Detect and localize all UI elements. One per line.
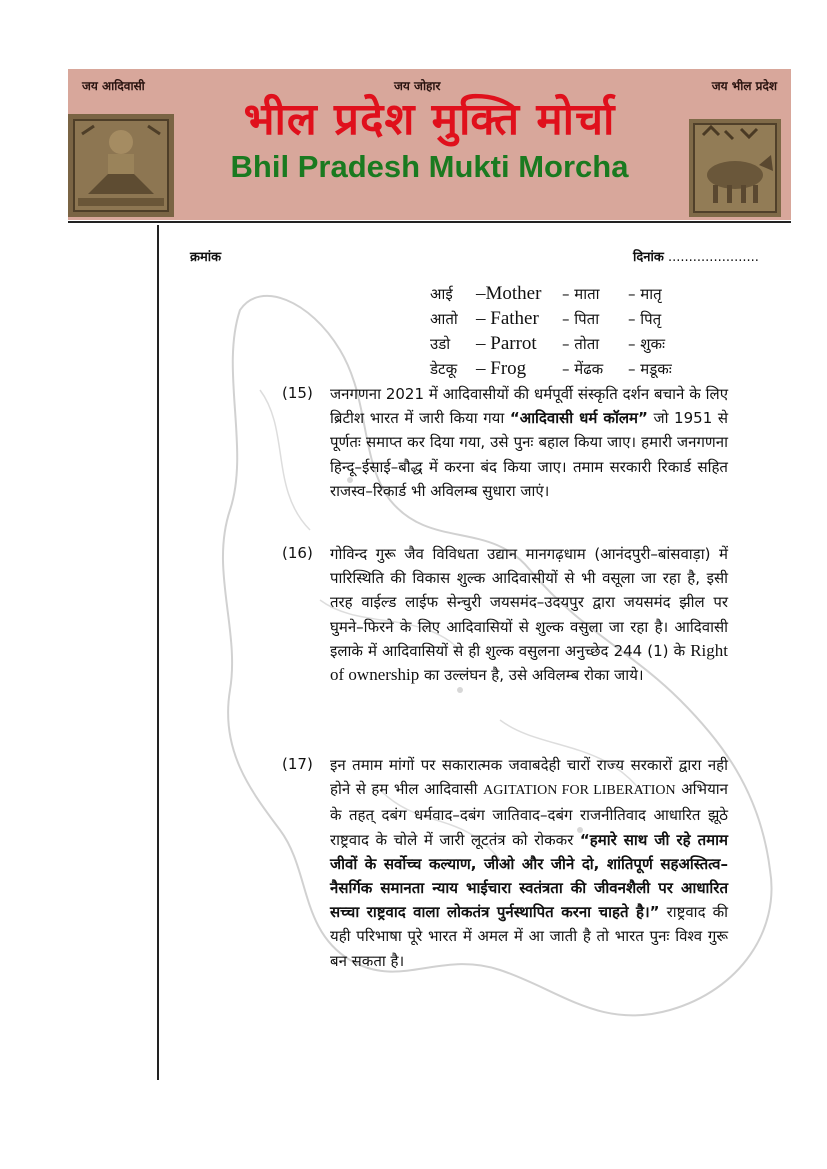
sanskrit-word: – शुकः xyxy=(628,335,666,353)
serial-label: क्रमांक xyxy=(190,250,222,265)
sanskrit-word: – मातृ xyxy=(628,285,662,303)
tribal-word: आतो xyxy=(430,310,458,328)
paragraph-number-17: (17) xyxy=(282,755,313,773)
p17-text-3: राष्ट्रवाद की यही परिभाषा पूरे भारत में अमल में आ जाती है तो भारत पुनः विश्व गुरू बन सकता है। xyxy=(330,903,728,970)
p16-latin-phrase: Right of ownership xyxy=(330,640,728,685)
english-word: – Frog xyxy=(476,358,527,379)
vocab-row xyxy=(430,333,672,358)
date-label: दिनांक xyxy=(633,250,664,265)
vocab-row xyxy=(430,308,672,333)
p17-text-2: अभियान के तहत् दबंग धर्मवाद–दबंग जातिवाद–दबंग राजनीतिवाद आधारित झूठे राष्ट्रवाद के चोले में जारी लूटतंत्र को रोककर xyxy=(330,780,728,849)
english-word: – Father xyxy=(476,308,539,329)
p15-bold-phrase: “आदिवासी धर्म कॉलम” xyxy=(509,409,648,428)
english-word: –Mother xyxy=(476,283,542,304)
paragraph-number-16: (16) xyxy=(282,544,313,562)
paragraph-15 xyxy=(330,382,728,503)
vocabulary-table xyxy=(430,283,672,383)
tribal-word: डेटकू xyxy=(430,360,458,378)
organization-title-hindi: भील प्रदेश मुक्ति मोर्चा xyxy=(243,94,616,145)
hindi-word: – मेंढक xyxy=(562,360,604,378)
center-slogan: जय जोहार xyxy=(394,79,441,93)
hindi-word: – पिता xyxy=(562,310,600,328)
vocab-row xyxy=(430,283,672,308)
margin-rule xyxy=(157,225,159,1080)
hindi-word: – माता xyxy=(562,285,600,303)
right-slogan: जय भील प्रदेश xyxy=(711,79,777,93)
tribal-word: उडो xyxy=(430,335,451,353)
hindi-word: – तोता xyxy=(562,335,600,353)
organization-title-english: Bhil Pradesh Mukti Morcha xyxy=(230,149,629,184)
sanskrit-word: – पितृ xyxy=(628,310,662,328)
letterhead-banner xyxy=(68,69,791,220)
p15-text-1: जनगणना 2021 में आदिवासीयों की धर्मपूर्वी संस्कृति दर्शन बचाने के लिए ब्रिटीश भारत में जारी किया गया xyxy=(330,385,728,428)
date-value: ...................... xyxy=(667,250,759,265)
vocab-row xyxy=(430,358,672,383)
p16-text-2: का उल्लंघन है, उसे अविलम्ब रोका जाये। xyxy=(419,666,644,685)
p16-text-1: गोविन्द गुरू जैव विविधता उद्यान मानगढ़धाम (आनंदपुरी–बांसवाड़ा) में पारिस्थिति की विकास शुल्क आदिवासीयों से भी वसूला जा रहा है, इसी तरह वाईल्ड लाईफ सेन्चुरी जयसमंद–उदयपुर द्वारा जयसमंद झील पर घुमने–फिरने के लिए आदिवासियों से शुल्क वसुला जा रहा है। आदिवासी इलाके में आदिवासियों से ही शुल्क वसुलना अनुच्छेद 244 (1) के xyxy=(330,545,728,660)
p15-text-2: जो 1951 से पूर्णतः समाप्त कर दिया गया, उसे पुनः बहाल किया जाए। हमारी जनगणना हिन्दू–ईसाई–बौद्ध में करना बंद किया जाए। तमाम सरकारी रिकार्ड सहित राजस्व–रिकार्ड भी अविलम्ब सुधारा जाएं। xyxy=(330,409,728,500)
left-slogan: जय आदिवासी xyxy=(82,79,145,93)
tribal-word: आई xyxy=(430,285,453,303)
date-field xyxy=(633,247,759,265)
paragraph-16 xyxy=(330,542,728,687)
p17-text-1: इन तमाम मांगों पर सकारात्मक जवाबदेही चारों राज्य सरकारों द्वारा नही होने से हम भील आदिवासी xyxy=(330,756,728,799)
header-divider xyxy=(68,221,791,223)
paragraph-number-15: (15) xyxy=(282,384,313,402)
paragraph-17 xyxy=(330,753,728,973)
sanskrit-word: – मडूकः xyxy=(628,360,672,378)
p17-bold-phrase: “हमारे साथ जी रहे तमाम जीवों के सर्वोच्च कल्याण, जीओ और जीने दो, शांतिपूर्ण सहअस्तित्व–नैसर्गिक समानता न्याय भाईचारा स्वतंत्रता की जीवनशैली पर आधारित सच्चा राष्ट्रवाद वाला लोकतंत्र पुर्नस्थापित करना चाहते है।” xyxy=(330,830,728,922)
english-word: – Parrot xyxy=(476,333,537,354)
p17-caps-phrase: AGITATION FOR LIBERATION xyxy=(483,783,676,799)
